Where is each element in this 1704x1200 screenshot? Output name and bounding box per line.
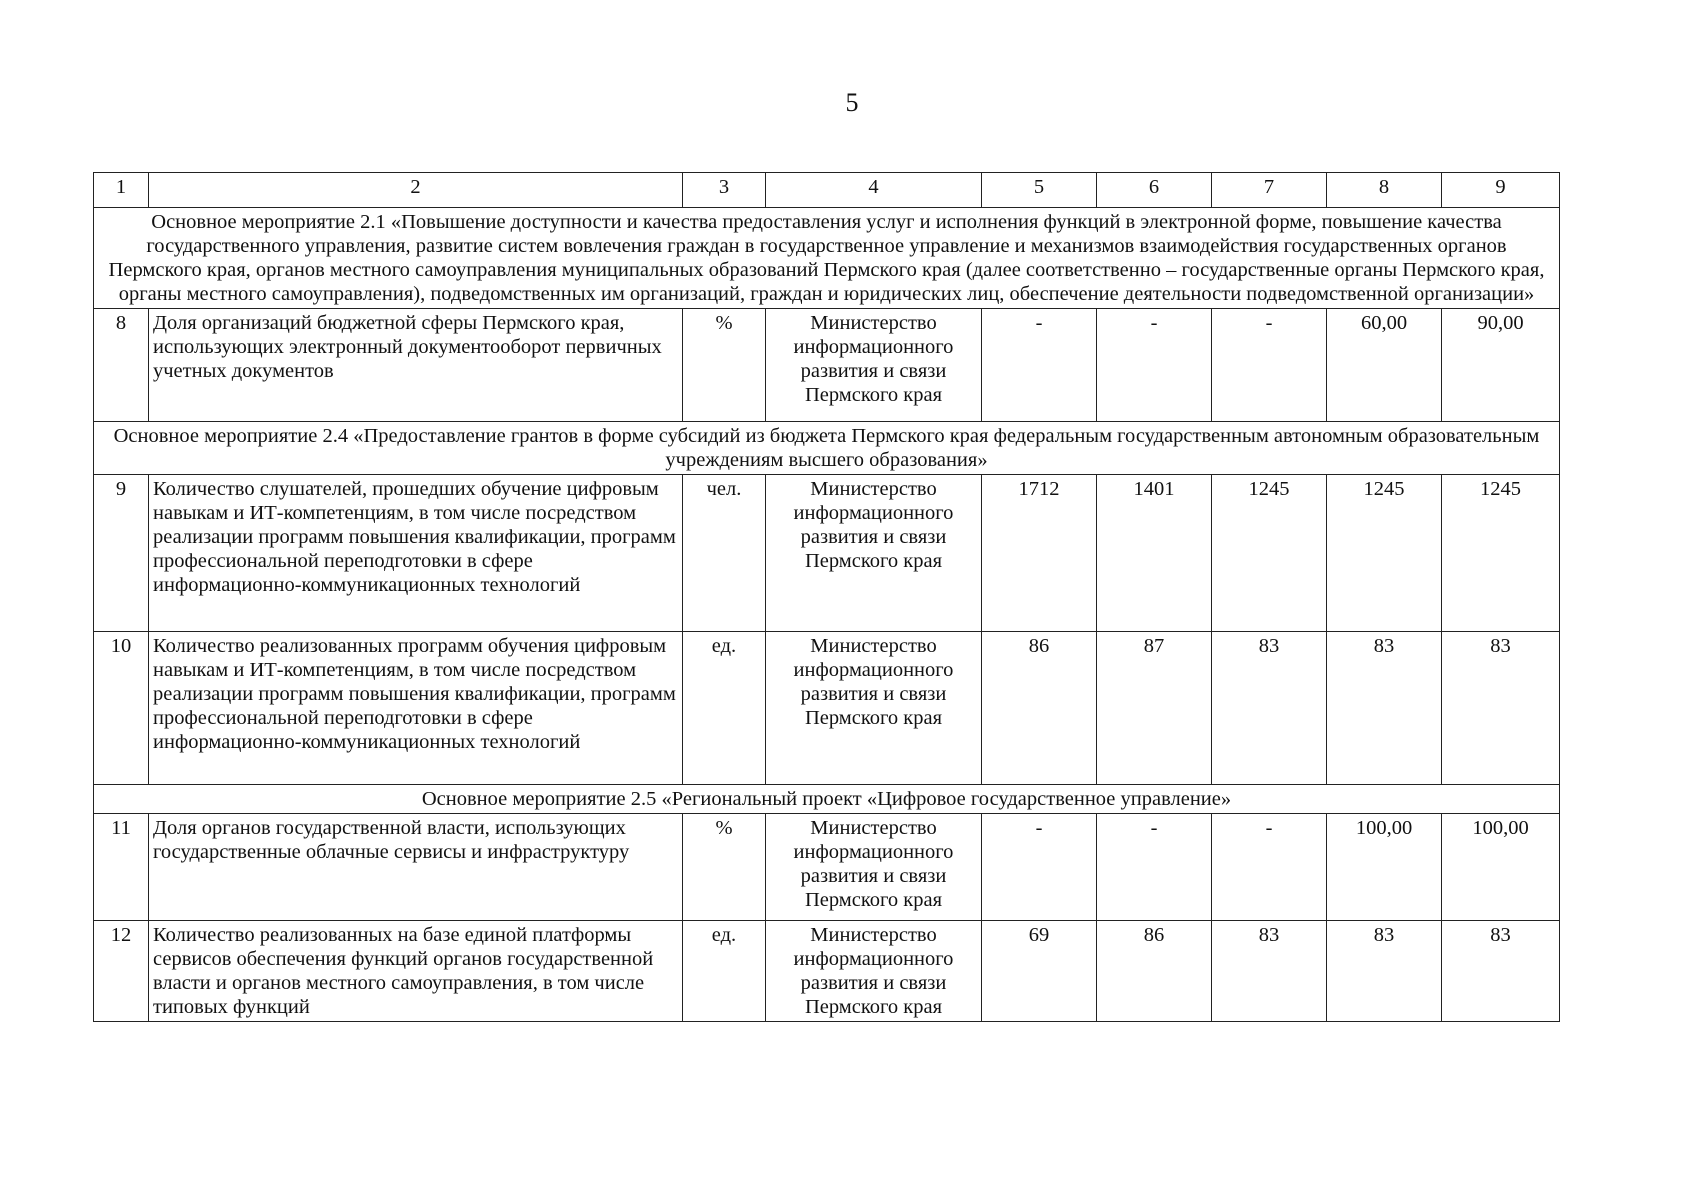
value-col-7: 1245 [1212, 475, 1327, 632]
indicators-table [93, 172, 1560, 1022]
column-header: 4 [766, 173, 982, 208]
unit-of-measure: ед. [683, 632, 766, 785]
value-col-8: 1245 [1327, 475, 1442, 632]
indicator-name: Количество слушателей, прошедших обучение цифровым навыкам и ИТ-компетенциям, в том числе посредством реализации программ повышения квалификации, программ профессиональной переподготовки в сфере информационно-коммуникационных технологий [149, 475, 683, 632]
unit-of-measure: % [683, 309, 766, 422]
value-col-8: 83 [1327, 921, 1442, 1022]
section-title-2-4: Основное мероприятие 2.4 «Предоставление грантов в форме субсидий из бюджета Пермского края федеральным государственным автономным образовательным учреждениям высшего образования» [94, 422, 1560, 475]
value-col-9: 100,00 [1442, 814, 1560, 921]
row-number: 11 [94, 814, 149, 921]
value-col-5: - [982, 814, 1097, 921]
value-col-7: - [1212, 309, 1327, 422]
table-row [94, 309, 1560, 422]
section-row-2-4 [94, 422, 1560, 475]
column-header: 6 [1097, 173, 1212, 208]
indicator-name: Доля организаций бюджетной сферы Пермского края, использующих электронный документооборот первичных учетных документов [149, 309, 683, 422]
column-header: 1 [94, 173, 149, 208]
table-row [94, 921, 1560, 1022]
row-number: 10 [94, 632, 149, 785]
section-row-2-1 [94, 208, 1560, 309]
table-row [94, 475, 1560, 632]
row-number: 8 [94, 309, 149, 422]
column-header: 7 [1212, 173, 1327, 208]
indicator-name: Количество реализованных программ обучения цифровым навыкам и ИТ-компетенциям, в том числе посредством реализации программ повышения квалификации, программ профессиональной переподготовки в сфере информационно-коммуникационных технологий [149, 632, 683, 785]
value-col-8: 60,00 [1327, 309, 1442, 422]
value-col-6: 86 [1097, 921, 1212, 1022]
value-col-6: 87 [1097, 632, 1212, 785]
value-col-7: - [1212, 814, 1327, 921]
column-header: 5 [982, 173, 1097, 208]
value-col-9: 90,00 [1442, 309, 1560, 422]
value-col-6: 1401 [1097, 475, 1212, 632]
table-header-row [94, 173, 1560, 208]
column-header: 3 [683, 173, 766, 208]
section-row-2-5 [94, 785, 1560, 814]
responsible-executor: Министерство информационного развития и связи Пермского края [766, 814, 982, 921]
value-col-8: 83 [1327, 632, 1442, 785]
indicator-name: Доля органов государственной власти, использующих государственные облачные сервисы и инфраструктуру [149, 814, 683, 921]
unit-of-measure: % [683, 814, 766, 921]
table-row [94, 814, 1560, 921]
section-title-2-5: Основное мероприятие 2.5 «Региональный проект «Цифровое государственное управление» [94, 785, 1560, 814]
value-col-5: 86 [982, 632, 1097, 785]
table-row [94, 632, 1560, 785]
value-col-9: 83 [1442, 921, 1560, 1022]
value-col-9: 1245 [1442, 475, 1560, 632]
responsible-executor: Министерство информационного развития и связи Пермского края [766, 309, 982, 422]
value-col-6: - [1097, 309, 1212, 422]
unit-of-measure: чел. [683, 475, 766, 632]
responsible-executor: Министерство информационного развития и связи Пермского края [766, 921, 982, 1022]
column-header: 8 [1327, 173, 1442, 208]
value-col-6: - [1097, 814, 1212, 921]
value-col-7: 83 [1212, 632, 1327, 785]
row-number: 12 [94, 921, 149, 1022]
value-col-5: 69 [982, 921, 1097, 1022]
page-number: 5 [845, 88, 859, 117]
value-col-7: 83 [1212, 921, 1327, 1022]
value-col-5: 1712 [982, 475, 1097, 632]
value-col-8: 100,00 [1327, 814, 1442, 921]
row-number: 9 [94, 475, 149, 632]
responsible-executor: Министерство информационного развития и связи Пермского края [766, 632, 982, 785]
column-header: 2 [149, 173, 683, 208]
section-title-2-1: Основное мероприятие 2.1 «Повышение доступности и качества предоставления услуг и исполнения функций в электронной форме, повышение качества государственного управления, развитие систем вовлечения граждан в государственное управление и механизмов взаимодействия государственных органов Пермского края, органов местного самоуправления муниципальных образований Пермского края (далее соответственно – государственные органы Пермского края, органы местного самоуправления), подведомственных им организаций, граждан и юридических лиц, обеспечение деятельности подведомственной организации» [94, 208, 1560, 309]
column-header: 9 [1442, 173, 1560, 208]
value-col-9: 83 [1442, 632, 1560, 785]
indicator-name: Количество реализованных на базе единой платформы сервисов обеспечения функций органов государственной власти и органов местного самоуправления, в том числе типовых функций [149, 921, 683, 1022]
unit-of-measure: ед. [683, 921, 766, 1022]
value-col-5: - [982, 309, 1097, 422]
responsible-executor: Министерство информационного развития и связи Пермского края [766, 475, 982, 632]
